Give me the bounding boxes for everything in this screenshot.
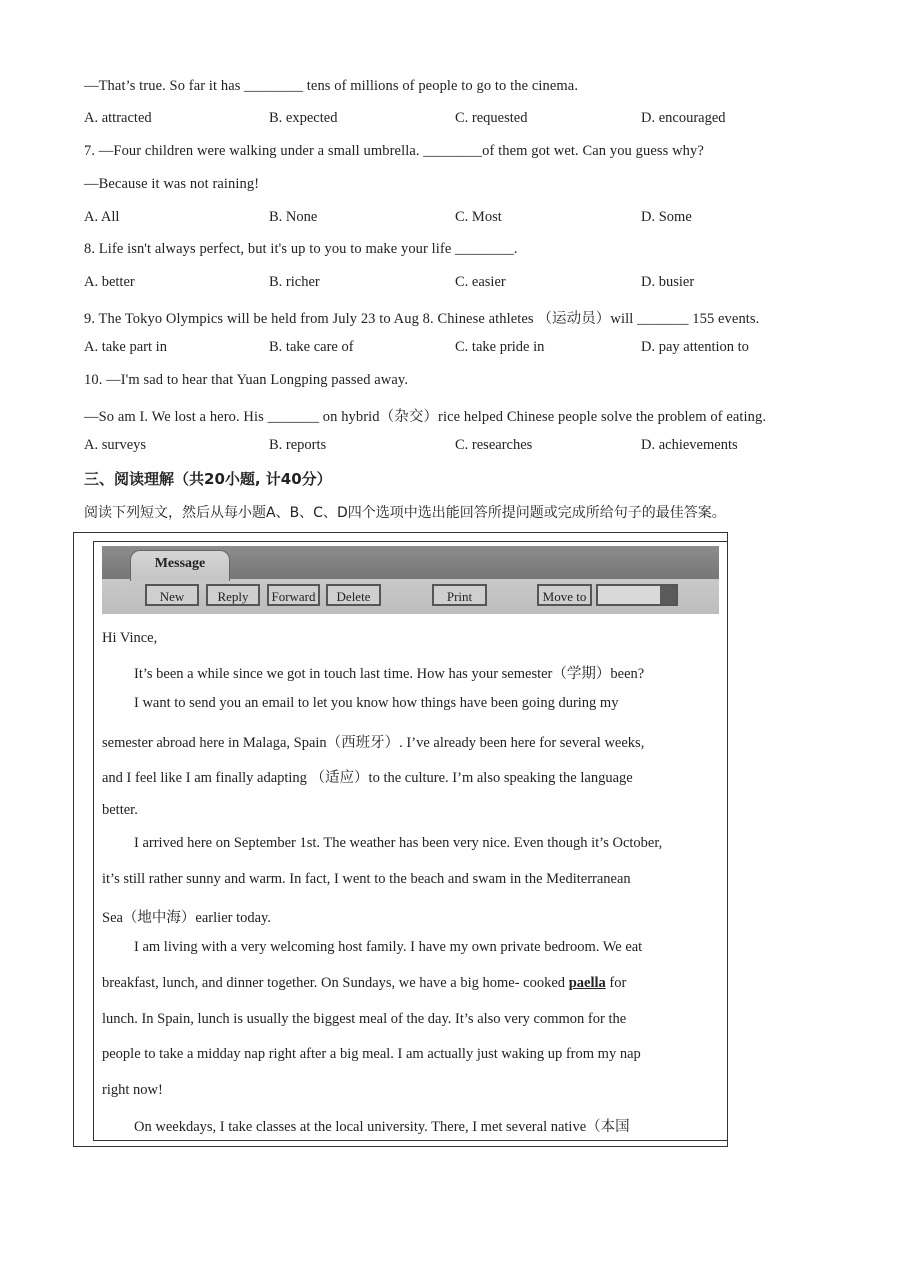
email-line: right now! (102, 1082, 163, 1098)
move-to-dropdown (596, 584, 678, 606)
q8-line1: 8. Life isn't always perfect, but it's up to you to make your life ________. (84, 241, 518, 257)
q9-option-b: B. take care of (269, 339, 354, 355)
email-line: semester abroad here in Malaga, Spain（西班牙）. I’ve already been here for several weeks, (102, 735, 645, 751)
q7-option-b: B. None (269, 209, 318, 225)
q8-option-c: C. easier (455, 274, 506, 290)
q6-option-b: B. expected (269, 110, 338, 126)
q6-line2: —That’s true. So far it has ________ tens of millions of people to go to the cinema. (84, 78, 579, 94)
paella-word: paella (568, 975, 606, 991)
dropdown-arrow-icon (660, 586, 676, 604)
move-to-button: Move to (537, 584, 592, 606)
q7-option-c: C. Most (455, 209, 502, 225)
q6-option-d: D. encouraged (641, 110, 726, 126)
q9-option-c: C. take pride in (455, 339, 545, 355)
email-greeting: Hi Vince, (102, 630, 158, 646)
q10-option-b: B. reports (269, 437, 327, 453)
email-toolbar-image (102, 546, 719, 614)
q9-option-a: A. take part in (84, 339, 167, 355)
email-line: I am living with a very welcoming host family. I have my own private bedroom. We eat (134, 939, 643, 955)
email-line: Sea（地中海）earlier today. (102, 910, 271, 926)
q10-option-d: D. achievements (641, 437, 738, 453)
new-button: New (145, 584, 199, 606)
email-line: lunch. In Spain, lunch is usually the biggest meal of the day. It’s also very common for the (102, 1011, 627, 1027)
q7-line2: —Because it was not raining! (84, 176, 260, 192)
q7-option-d: D. Some (641, 209, 692, 225)
section-title: 三、阅读理解（共20小题, 计40分） (84, 470, 332, 488)
email-line: and I feel like I am finally adapting （适应）to the culture. I’m also speaking the language (102, 770, 633, 786)
print-button: Print (432, 584, 487, 606)
email-line: On weekdays, I take classes at the local university. There, I met several native（本国 (134, 1119, 630, 1135)
forward-button: Forward (267, 584, 320, 606)
q10-option-c: C. researches (455, 437, 533, 453)
q7-option-a: A. All (84, 209, 120, 225)
email-line-tail: for (605, 975, 627, 991)
q8-option-b: B. richer (269, 274, 320, 290)
q7-line1: 7. —Four children were walking under a small umbrella. ________of them got wet. Can you guess why? (84, 143, 704, 159)
q10-option-a: A. surveys (84, 437, 147, 453)
q10-line2: —So am I. We lost a hero. His _______ on hybrid（杂交）rice helped Chinese people solve the problem of eating. (84, 409, 767, 425)
q8-option-a: A. better (84, 274, 135, 290)
section-instruction: 阅读下列短文，然后从每小题A、B、C、D四个选项中选出能回答所提问题或完成所给句子的最佳答案。 (84, 505, 726, 521)
q10-line1: 10. —I'm sad to hear that Yuan Longping passed away. (84, 372, 409, 388)
email-line: it’s still rather sunny and warm. In fact, I went to the beach and swam in the Mediterranean (102, 871, 631, 887)
email-line: better. (102, 802, 138, 818)
q9-line1: 9. The Tokyo Olympics will be held from July 23 to Aug 8. Chinese athletes （运动员）will _______ 155 events. (84, 311, 760, 327)
email-line: I arrived here on September 1st. The weather has been very nice. Even though it’s October, (134, 835, 663, 851)
email-line: breakfast, lunch, and dinner together. On Sundays, we have a big home- cooked (102, 975, 569, 991)
email-line: people to take a midday nap right after a big meal. I am actually just waking up from my nap (102, 1046, 641, 1062)
message-tab: Message (130, 550, 230, 581)
q8-option-d: D. busier (641, 274, 695, 290)
email-line: I want to send you an email to let you know how things have been going during my (134, 695, 619, 711)
q6-option-a: A. attracted (84, 110, 152, 126)
email-line: It’s been a while since we got in touch last time. How has your semester（学期）been? (134, 666, 645, 682)
q9-option-d: D. pay attention to (641, 339, 749, 355)
q6-option-c: C. requested (455, 110, 528, 126)
email-line-paella (102, 975, 626, 992)
delete-button: Delete (326, 584, 381, 606)
reply-button: Reply (206, 584, 260, 606)
